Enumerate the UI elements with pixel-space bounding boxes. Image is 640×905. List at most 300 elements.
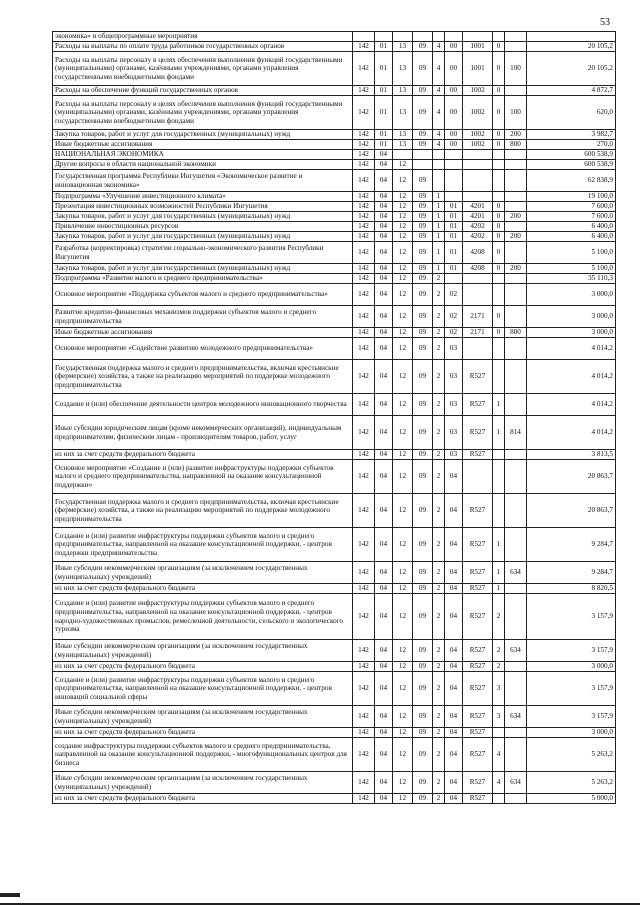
row-name: Основное мероприятие «Поддержка субъектов малого и среднего предпринимательства» (53, 284, 353, 306)
direction-code: 1002 (463, 140, 493, 150)
direction-code: R527 (463, 772, 493, 794)
table-row (53, 772, 616, 794)
expense-type-code (505, 460, 527, 494)
expense-type-code (505, 160, 527, 170)
program-code: 09 (413, 772, 433, 794)
ministry-code: 142 (353, 202, 375, 212)
subprogram-code: 2 (433, 284, 445, 306)
row-name: Государственная поддержка малого и среднего предпринимательства, включая крестьянские (фермерские) хозяйства, а также на реализацию мероприятий по поддержке молодежного предпринимательства (53, 494, 353, 528)
row-name: Другие вопросы в области национальной экономики (53, 160, 353, 170)
expense-type-code: 634 (505, 562, 527, 584)
expense-type-code (505, 672, 527, 706)
activity-code: 04 (445, 772, 463, 794)
section-code: 04 (375, 338, 393, 360)
ministry-code: 142 (353, 274, 375, 284)
section-code: 04 (375, 772, 393, 794)
activity-code: 00 (445, 42, 463, 52)
section-code: 01 (375, 52, 393, 86)
section-code: 04 (375, 170, 393, 192)
subsection-code: 13 (393, 130, 413, 140)
row-amount: 3 000,0 (527, 662, 616, 672)
ministry-code: 142 (353, 130, 375, 140)
section-code: 04 (375, 306, 393, 328)
ministry-code: 142 (353, 460, 375, 494)
row-name: Иные субсидии некоммерческим организациям (за исключением государственных (муниципальных) учреждений) (53, 772, 353, 794)
subdirection-code: 0 (493, 130, 505, 140)
activity-code: 01 (445, 264, 463, 274)
subprogram-code (433, 32, 445, 42)
activity-code (445, 150, 463, 160)
row-amount: 4 014,2 (527, 416, 616, 450)
ministry-code: 142 (353, 242, 375, 264)
expense-type-code (505, 594, 527, 640)
activity-code: 04 (445, 672, 463, 706)
row-amount: 5 263,2 (527, 738, 616, 772)
direction-code: R527 (463, 494, 493, 528)
expense-type-code (505, 274, 527, 284)
ministry-code: 142 (353, 86, 375, 96)
subdirection-code (493, 494, 505, 528)
ministry-code: 142 (353, 96, 375, 130)
section-code: 04 (375, 394, 393, 416)
direction-code: R527 (463, 672, 493, 706)
row-name: Основное мероприятие «Создание и (или) развитие инфраструктуры поддержки субъектов малого и среднего предпринимательства, направленной на оказание консультационной поддержки» (53, 460, 353, 494)
program-code: 09 (413, 140, 433, 150)
ministry-code: 142 (353, 662, 375, 672)
activity-code: 04 (445, 640, 463, 662)
expense-type-code: 100 (505, 96, 527, 130)
subdirection-code: 0 (493, 212, 505, 222)
program-code (413, 160, 433, 170)
section-code: 04 (375, 640, 393, 662)
subsection-code: 12 (393, 494, 413, 528)
direction-code (463, 192, 493, 202)
direction-code: 2171 (463, 306, 493, 328)
program-code: 09 (413, 672, 433, 706)
table-row (53, 640, 616, 662)
activity-code: 04 (445, 528, 463, 562)
direction-code (463, 460, 493, 494)
ministry-code: 142 (353, 738, 375, 772)
direction-code: R527 (463, 416, 493, 450)
activity-code: 01 (445, 222, 463, 232)
row-name: НАЦИОНАЛЬНАЯ ЭКОНОМИКА (53, 150, 353, 160)
expense-type-code (505, 360, 527, 394)
ministry-code: 142 (353, 672, 375, 706)
row-amount: 3 000,0 (527, 728, 616, 738)
table-row (53, 706, 616, 728)
row-amount: 20 863,7 (527, 460, 616, 494)
row-amount: 3 000,0 (527, 284, 616, 306)
row-name: из них за счет средств федерального бюджета (53, 584, 353, 594)
expense-type-code (505, 584, 527, 594)
program-code: 09 (413, 328, 433, 338)
subsection-code: 13 (393, 96, 413, 130)
subsection-code: 13 (393, 140, 413, 150)
program-code: 09 (413, 416, 433, 450)
ministry-code: 142 (353, 140, 375, 150)
ministry-code: 142 (353, 416, 375, 450)
direction-code: R527 (463, 706, 493, 728)
section-code: 01 (375, 86, 393, 96)
row-amount: 3 157,9 (527, 672, 616, 706)
table-row (53, 86, 616, 96)
table-row (53, 662, 616, 672)
activity-code (445, 32, 463, 42)
activity-code: 04 (445, 738, 463, 772)
table-row (53, 450, 616, 460)
subdirection-code (493, 284, 505, 306)
section-code: 04 (375, 450, 393, 460)
subsection-code: 12 (393, 794, 413, 804)
row-name: Иные бюджетные ассигнования (53, 140, 353, 150)
subprogram-code: 1 (433, 242, 445, 264)
row-amount: 7 600,0 (527, 202, 616, 212)
program-code: 09 (413, 562, 433, 584)
subprogram-code: 2 (433, 662, 445, 672)
section-code: 01 (375, 42, 393, 52)
subsection-code: 12 (393, 594, 413, 640)
activity-code (445, 274, 463, 284)
row-amount (527, 32, 616, 42)
ministry-code: 142 (353, 232, 375, 242)
section-code: 04 (375, 738, 393, 772)
section-code (375, 32, 393, 42)
subsection-code: 12 (393, 338, 413, 360)
subdirection-code (493, 338, 505, 360)
subprogram-code: 4 (433, 52, 445, 86)
row-amount: 7 600,0 (527, 212, 616, 222)
subdirection-code: 3 (493, 706, 505, 728)
subprogram-code: 4 (433, 96, 445, 130)
row-name: Расходы на выплаты персоналу в целях обеспечения выполнения функций государственными (муниципальными) органами, казёнными учреждениями, органами управления государственными внебюджетными фондами (53, 52, 353, 86)
subprogram-code: 4 (433, 130, 445, 140)
subsection-code: 12 (393, 170, 413, 192)
ministry-code: 142 (353, 150, 375, 160)
row-name: Создание и (или) развитие инфраструктуры поддержки субъектов малого и среднего предпринимательства, направленной на оказание консультационной поддержки, - центров инноваций социальной сферы (53, 672, 353, 706)
program-code: 09 (413, 52, 433, 86)
section-code: 04 (375, 528, 393, 562)
subsection-code: 12 (393, 772, 413, 794)
expense-type-code: 800 (505, 328, 527, 338)
row-amount: 5 263,2 (527, 772, 616, 794)
subdirection-code: 0 (493, 42, 505, 52)
program-code: 09 (413, 528, 433, 562)
subdirection-code: 2 (493, 594, 505, 640)
activity-code (445, 170, 463, 192)
subprogram-code: 2 (433, 738, 445, 772)
subsection-code: 12 (393, 562, 413, 584)
subdirection-code (493, 170, 505, 192)
table-row (53, 416, 616, 450)
ministry-code: 142 (353, 328, 375, 338)
expense-type-code: 200 (505, 212, 527, 222)
expense-type-code: 634 (505, 640, 527, 662)
row-amount: 4 014,2 (527, 394, 616, 416)
row-amount: 270,0 (527, 140, 616, 150)
program-code (413, 32, 433, 42)
direction-code: 1002 (463, 86, 493, 96)
direction-code: R527 (463, 584, 493, 594)
subprogram-code: 2 (433, 594, 445, 640)
page-number: 53 (600, 17, 610, 28)
section-code: 04 (375, 706, 393, 728)
program-code: 09 (413, 594, 433, 640)
subprogram-code: 2 (433, 338, 445, 360)
direction-code: R527 (463, 562, 493, 584)
program-code: 09 (413, 662, 433, 672)
activity-code: 04 (445, 594, 463, 640)
ministry-code: 142 (353, 284, 375, 306)
expense-type-code (505, 494, 527, 528)
row-amount: 3 157,9 (527, 594, 616, 640)
table-row (53, 394, 616, 416)
subsection-code: 12 (393, 222, 413, 232)
subsection-code: 12 (393, 584, 413, 594)
activity-code: 00 (445, 140, 463, 150)
subprogram-code: 2 (433, 794, 445, 804)
activity-code: 04 (445, 794, 463, 804)
row-name: из них за счет средств федерального бюджета (53, 450, 353, 460)
row-amount: 620,0 (527, 96, 616, 130)
subprogram-code (433, 160, 445, 170)
program-code: 09 (413, 306, 433, 328)
section-code: 04 (375, 274, 393, 284)
table-row (53, 338, 616, 360)
direction-code: 4201 (463, 212, 493, 222)
ministry-code: 142 (353, 394, 375, 416)
program-code: 09 (413, 222, 433, 232)
program-code: 09 (413, 242, 433, 264)
subdirection-code (493, 360, 505, 394)
expense-type-code (505, 528, 527, 562)
row-name: Закупка товаров, работ и услуг для государственных (муниципальных) нужд (53, 212, 353, 222)
subdirection-code: 1 (493, 584, 505, 594)
subdirection-code (493, 32, 505, 42)
expense-type-code (505, 738, 527, 772)
row-amount: 35 110,3 (527, 274, 616, 284)
direction-code: 1001 (463, 42, 493, 52)
expense-type-code: 200 (505, 232, 527, 242)
table-row (53, 96, 616, 130)
program-code (413, 150, 433, 160)
row-name: Основное мероприятие «Содействие развитию молодежного предпринимательства» (53, 338, 353, 360)
section-code: 04 (375, 584, 393, 594)
section-code: 04 (375, 662, 393, 672)
budget-table (52, 31, 616, 804)
expense-type-code (505, 284, 527, 306)
direction-code: 1002 (463, 96, 493, 130)
subdirection-code: 1 (493, 562, 505, 584)
direction-code: R527 (463, 360, 493, 394)
program-code: 09 (413, 706, 433, 728)
row-name: создание инфраструктуры поддержки субъектов малого и среднего предпринимательства, направленной на оказание консультационной поддержки, - многофункциональных центров для бизнеса (53, 738, 353, 772)
subsection-code: 12 (393, 450, 413, 460)
direction-code (463, 150, 493, 160)
row-amount: 3 000,0 (527, 328, 616, 338)
subsection-code: 13 (393, 86, 413, 96)
subdirection-code (493, 450, 505, 460)
activity-code: 00 (445, 96, 463, 130)
row-amount: 5 000,0 (527, 794, 616, 804)
program-code: 09 (413, 338, 433, 360)
ministry-code: 142 (353, 338, 375, 360)
program-code: 09 (413, 738, 433, 772)
subprogram-code: 1 (433, 264, 445, 274)
subprogram-code: 2 (433, 328, 445, 338)
ministry-code: 142 (353, 794, 375, 804)
program-code: 09 (413, 42, 433, 52)
row-name: Расходы на выплаты персоналу в целях обеспечения выполнения функций государственными (муниципальными) органами, казёнными учреждениями, органами управления государственными внебюджетными фондами (53, 96, 353, 130)
table-row (53, 42, 616, 52)
ministry-code: 142 (353, 450, 375, 460)
program-code: 09 (413, 202, 433, 212)
subsection-code: 12 (393, 202, 413, 212)
row-amount: 3 157,9 (527, 706, 616, 728)
subprogram-code: 1 (433, 212, 445, 222)
ministry-code: 142 (353, 170, 375, 192)
activity-code: 02 (445, 284, 463, 306)
subprogram-code: 4 (433, 42, 445, 52)
activity-code: 02 (445, 328, 463, 338)
table-row (53, 232, 616, 242)
direction-code: 4201 (463, 202, 493, 212)
row-name: Подпрограмма «Развитие малого и среднего предпринимательства» (53, 274, 353, 284)
table-row (53, 150, 616, 160)
subdirection-code: 3 (493, 672, 505, 706)
program-code: 09 (413, 86, 433, 96)
section-code: 04 (375, 232, 393, 242)
subprogram-code: 2 (433, 306, 445, 328)
table-row (53, 494, 616, 528)
section-code: 04 (375, 360, 393, 394)
table-row (53, 222, 616, 232)
activity-code: 01 (445, 232, 463, 242)
subsection-code: 12 (393, 738, 413, 772)
subprogram-code: 2 (433, 706, 445, 728)
row-name: Развитие кредитно-финансовых механизмов поддержки субъектов малого и среднего предпринимательства (53, 306, 353, 328)
ministry-code: 142 (353, 212, 375, 222)
expense-type-code (505, 86, 527, 96)
subsection-code: 12 (393, 242, 413, 264)
direction-code: 1001 (463, 52, 493, 86)
table-row (53, 274, 616, 284)
direction-code: R527 (463, 728, 493, 738)
row-name: Иные субсидии некоммерческим организациям (за исключением государственных (муниципальных) учреждений) (53, 706, 353, 728)
expense-type-code: 100 (505, 52, 527, 86)
subprogram-code: 2 (433, 772, 445, 794)
activity-code: 03 (445, 360, 463, 394)
program-code: 09 (413, 794, 433, 804)
ministry-code: 142 (353, 728, 375, 738)
program-code: 09 (413, 460, 433, 494)
table-row (53, 594, 616, 640)
subdirection-code: 0 (493, 86, 505, 96)
program-code: 09 (413, 284, 433, 306)
activity-code: 01 (445, 202, 463, 212)
scan-edge-mark (0, 893, 20, 897)
subdirection-code: 0 (493, 202, 505, 212)
section-code: 04 (375, 192, 393, 202)
subsection-code: 12 (393, 212, 413, 222)
subdirection-code: 0 (493, 52, 505, 86)
row-name: Создание и (или) обеспечение деятельности центров молодежного инновационного творчества (53, 394, 353, 416)
table-row (53, 160, 616, 170)
row-amount: 5 100,0 (527, 264, 616, 274)
section-code: 04 (375, 672, 393, 706)
subdirection-code (493, 794, 505, 804)
section-code: 04 (375, 150, 393, 160)
program-code: 09 (413, 640, 433, 662)
subsection-code (393, 150, 413, 160)
row-amount: 3 813,5 (527, 450, 616, 460)
section-code: 04 (375, 328, 393, 338)
subdirection-code (493, 150, 505, 160)
activity-code: 02 (445, 306, 463, 328)
subprogram-code (433, 150, 445, 160)
row-amount: 600 538,9 (527, 160, 616, 170)
subdirection-code: 0 (493, 242, 505, 264)
subdirection-code: 1 (493, 394, 505, 416)
activity-code: 00 (445, 52, 463, 86)
ministry-code (353, 32, 375, 42)
ministry-code: 142 (353, 772, 375, 794)
row-name: Создание и (или) развитие инфраструктуры поддержки субъектов малого и среднего предпринимательства, направленной на оказание консультационной поддержки, - центров поддержки предпринимательства (53, 528, 353, 562)
ministry-code: 142 (353, 42, 375, 52)
expense-type-code: 814 (505, 416, 527, 450)
row-name: Подпрограмма «Улучшение инвестиционного климата» (53, 192, 353, 202)
table-row (53, 562, 616, 584)
section-code: 04 (375, 242, 393, 264)
expense-type-code (505, 242, 527, 264)
expense-type-code (505, 450, 527, 460)
row-name: Иные бюджетные ассигнования (53, 328, 353, 338)
subprogram-code: 2 (433, 494, 445, 528)
subdirection-code: 0 (493, 222, 505, 232)
direction-code: 1002 (463, 130, 493, 140)
subsection-code: 12 (393, 192, 413, 202)
ministry-code: 142 (353, 584, 375, 594)
subsection-code: 12 (393, 264, 413, 274)
row-name: Разработка (корректировка) стратегии социально-экономического развития Республики Ингушетия (53, 242, 353, 264)
row-amount: 20 105,2 (527, 42, 616, 52)
section-code: 04 (375, 264, 393, 274)
direction-code (463, 170, 493, 192)
row-amount: 19 100,0 (527, 192, 616, 202)
subsection-code: 12 (393, 160, 413, 170)
table-row (53, 528, 616, 562)
table-row (53, 140, 616, 150)
subsection-code: 12 (393, 328, 413, 338)
subprogram-code: 1 (433, 202, 445, 212)
expense-type-code (505, 728, 527, 738)
subprogram-code: 2 (433, 584, 445, 594)
subprogram-code: 4 (433, 86, 445, 96)
row-amount: 5 100,0 (527, 242, 616, 264)
direction-code: 2171 (463, 328, 493, 338)
subdirection-code: 1 (493, 528, 505, 562)
expense-type-code: 634 (505, 772, 527, 794)
expense-type-code (505, 662, 527, 672)
direction-code (463, 274, 493, 284)
subdirection-code (493, 728, 505, 738)
program-code: 09 (413, 728, 433, 738)
subsection-code: 12 (393, 394, 413, 416)
activity-code: 03 (445, 394, 463, 416)
row-name: Презентация инвестиционных возможностей Республики Ингушетия (53, 202, 353, 212)
subdirection-code: 0 (493, 232, 505, 242)
row-amount: 3 157,9 (527, 640, 616, 662)
